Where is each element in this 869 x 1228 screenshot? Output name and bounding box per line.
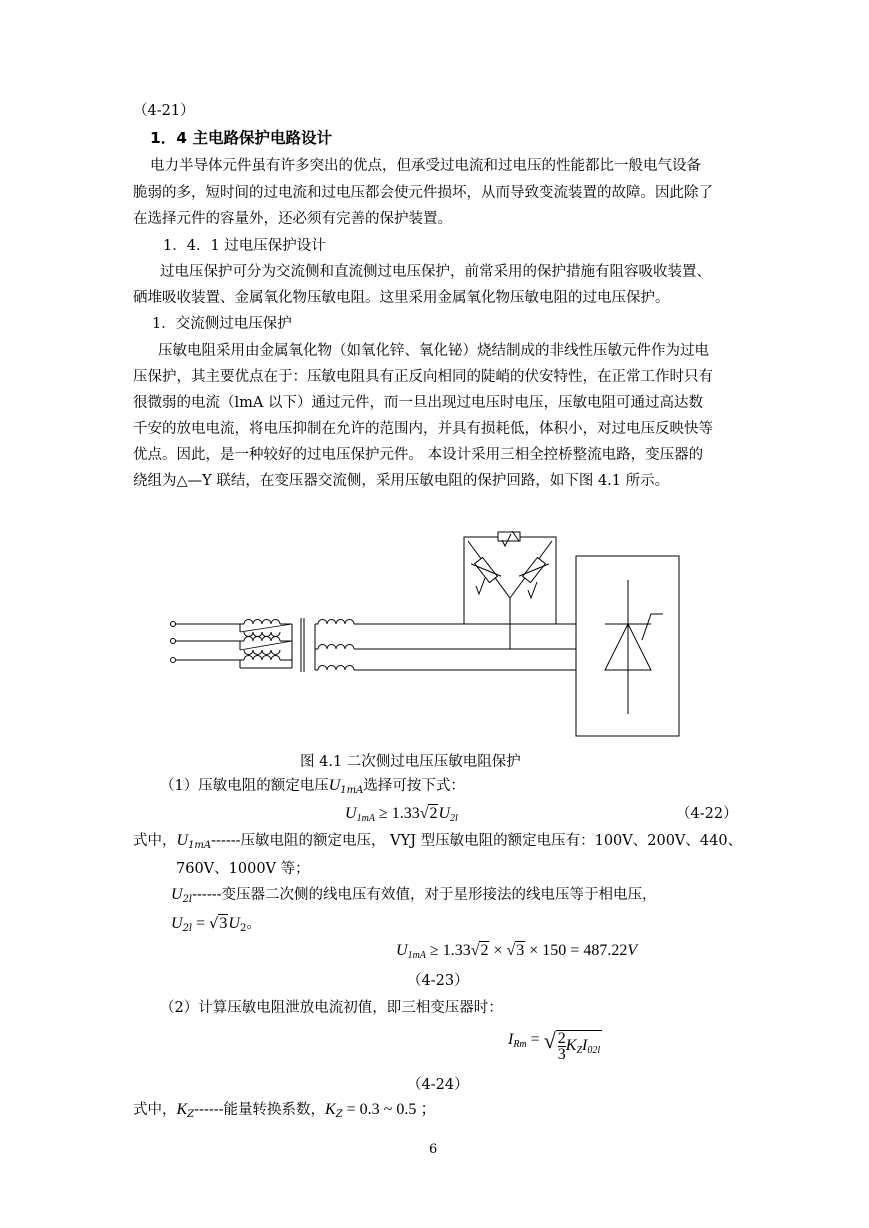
paragraph-line: 绕组为△—Y 联结，在变压器交流侧，采用压敏电阻的保护回路，如下图 4.1 所示。 [133,473,670,489]
paragraph-line: 压保护，其主要优点在于：压敏电阻具有正反向相同的陡峭的伏安特性，在正常工作时只有 [133,369,713,385]
where-line: 式中，$K_Z------$能量转换系数，$K_Z = 0.3$ ~ 0.5 ； [133,1101,437,1120]
where-line: 760V、1000V 等； [176,861,310,877]
section-heading: 1．4 主电路保护电路设计 [150,129,332,147]
where-line: 式中，$U_{1mA}------$压敏电阻的额定电压， VYJ 型压敏电阻的额定电压有：100V、200V、440、 [133,832,743,851]
varistor-network [464,531,556,649]
secondary-windings [315,620,354,671]
where-equation: $U_{2l} = √3U_2$。 [171,915,261,934]
paragraph-line: 脆弱的多，短时间的过电流和过电压都会使元件损坏，从而导致变流装置的故障。因此除了 [133,185,713,201]
list-heading: 1．交流侧过电压保护 [152,316,292,332]
figure-caption: 图 4.1 二次侧过电压压敏电阻保护 [300,754,521,770]
formula-4-23: U1mA ≥ 1.33√2 × √3 × 150 = 487.22V [396,942,638,961]
paragraph-line: 硒堆吸收装置、金属氧化物压敏电阻。这里采用金属氧化物压敏电阻的过电压保护。 [133,290,670,306]
paragraph-line: 压敏电阻采用由金属氧化物（如氧化锌、氧化铋）烧结制成的非线性压敏元件作为过电 [158,343,709,359]
item-2: （2）计算压敏电阻泄放电流初值，即三相变压器时： [160,1000,503,1016]
paragraph-line: 很微弱的电流（lmA 以下）通过元件，而一旦出现过电压时电压，压敏电阻可通过高达数 [133,395,703,411]
item-1: （1）压敏电阻的额定电压$U_{1mA}$选择可按下式： [160,777,465,796]
where-line: $U_{2l}------$变压器二次侧的线电压有效值，对于星形接法的线电压等于相电压， [171,886,657,905]
rectifier-block [576,556,679,736]
equation-number: （4-22） [676,806,738,822]
formula-4-24: IRm = √ $\frac{2}{3}$ KZI02l [508,1028,601,1063]
ac-lines [354,624,576,670]
paragraph-line: 过电压保护可分为交流侧和直流侧过电压保护，前常采用的保护措施有阻容吸收装置、 [160,264,711,280]
formula-4-22: U1mA ≥ 1.33√2U2l [345,805,458,824]
equation-number: （4-21） [133,103,195,119]
page-number: 6 [429,1142,438,1157]
equation-number: （4-24） [407,1077,469,1093]
paragraph-line: 在选择元件的容量外，还必须有完善的保护装置。 [133,211,452,227]
transformer-core [301,618,304,672]
primary-windings [240,620,292,669]
subsection-heading: 1．4．1 过电压保护设计 [163,238,326,254]
input-terminals [171,622,241,663]
paragraph-line: 电力半导体元件虽有许多突出的优点，但承受过电流和过电压的性能都比一般电气设备 [150,158,701,174]
equation-number: （4-23） [407,973,469,989]
paragraph-line: 千安的放电电流，将电压抑制在允许的范围内，并具有损耗低，体积小，对过电压反映快等 [133,421,713,437]
paragraph-line: 优点。因此，是一种较好的过电压保护元件。 本设计采用三相全控桥整流电路，变压器的 [133,447,704,463]
